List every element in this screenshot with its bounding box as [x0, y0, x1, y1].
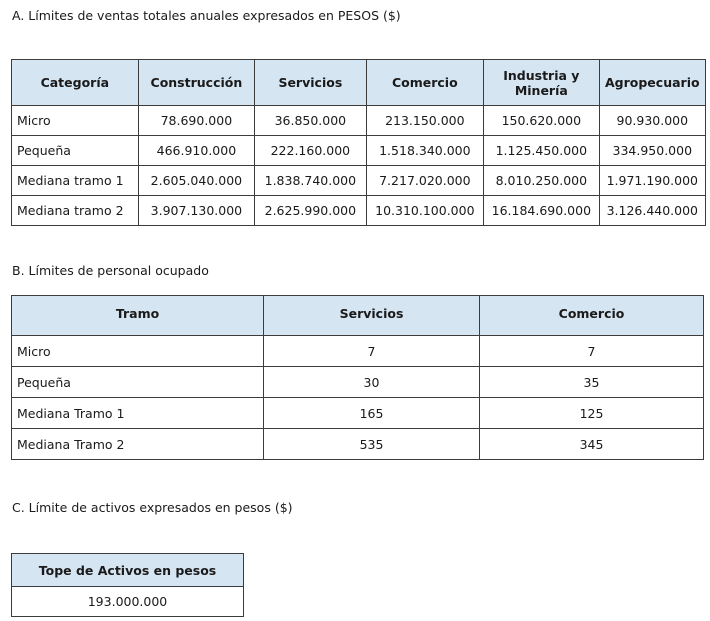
table-cell: 535 [264, 429, 480, 460]
table-cell: Micro [12, 106, 139, 136]
table-header-row [12, 296, 704, 336]
table-cell: Mediana tramo 2 [12, 196, 139, 226]
table-cell: 90.930.000 [599, 106, 705, 136]
table-row [12, 587, 244, 617]
table-cell: Mediana tramo 1 [12, 166, 139, 196]
table-cell: 35 [480, 367, 704, 398]
table-row [12, 106, 706, 136]
header-construccion: Construcción [138, 60, 255, 106]
section-c-heading: C. Límite de activos expresados en pesos ($) [12, 500, 293, 515]
table-cell: 1.971.190.000 [599, 166, 705, 196]
table-cell: 213.150.000 [366, 106, 484, 136]
table-cell: 1.518.340.000 [366, 136, 484, 166]
section-b-heading: B. Límites de personal ocupado [12, 263, 209, 278]
table-cell: 150.620.000 [484, 106, 599, 136]
header-servicios: Servicios [255, 60, 366, 106]
sales-limits-table [11, 59, 706, 226]
table-header-row [12, 554, 244, 587]
table-cell: 2.605.040.000 [138, 166, 255, 196]
header-comercio: Comercio [480, 296, 704, 336]
header-tramo: Tramo [12, 296, 264, 336]
table-cell: 3.126.440.000 [599, 196, 705, 226]
table-cell: Pequeña [12, 136, 139, 166]
table-row [12, 398, 704, 429]
table-row [12, 166, 706, 196]
table-row [12, 429, 704, 460]
table-cell: 466.910.000 [138, 136, 255, 166]
header-industria-mineria: Industria y Minería [484, 60, 599, 106]
header-comercio: Comercio [366, 60, 484, 106]
table-cell: 8.010.250.000 [484, 166, 599, 196]
table-cell: Pequeña [12, 367, 264, 398]
table-cell: 36.850.000 [255, 106, 366, 136]
table-cell: 7 [480, 336, 704, 367]
header-categoria: Categoría [12, 60, 139, 106]
table-cell: 10.310.100.000 [366, 196, 484, 226]
table-row [12, 136, 706, 166]
table-cell: 125 [480, 398, 704, 429]
table-cell: 165 [264, 398, 480, 429]
table-cell: Micro [12, 336, 264, 367]
table-cell: 1.125.450.000 [484, 136, 599, 166]
table-cell: 345 [480, 429, 704, 460]
table-cell: Mediana Tramo 2 [12, 429, 264, 460]
table-cell: 193.000.000 [12, 587, 244, 617]
header-servicios: Servicios [264, 296, 480, 336]
table-header-row [12, 60, 706, 106]
header-tope-activos: Tope de Activos en pesos [12, 554, 244, 587]
table-cell: 78.690.000 [138, 106, 255, 136]
table-row [12, 336, 704, 367]
table-cell: 30 [264, 367, 480, 398]
table-cell: 7.217.020.000 [366, 166, 484, 196]
table-cell: 7 [264, 336, 480, 367]
table-cell: 1.838.740.000 [255, 166, 366, 196]
assets-limit-table [11, 553, 244, 617]
table-cell: 334.950.000 [599, 136, 705, 166]
staff-limits-table [11, 295, 704, 460]
table-cell: 16.184.690.000 [484, 196, 599, 226]
table-cell: 2.625.990.000 [255, 196, 366, 226]
section-a-heading: A. Límites de ventas totales anuales expresados en PESOS ($) [12, 8, 401, 23]
table-row [12, 367, 704, 398]
table-row [12, 196, 706, 226]
header-agropecuario: Agropecuario [599, 60, 705, 106]
table-cell: Mediana Tramo 1 [12, 398, 264, 429]
table-cell: 222.160.000 [255, 136, 366, 166]
table-cell: 3.907.130.000 [138, 196, 255, 226]
